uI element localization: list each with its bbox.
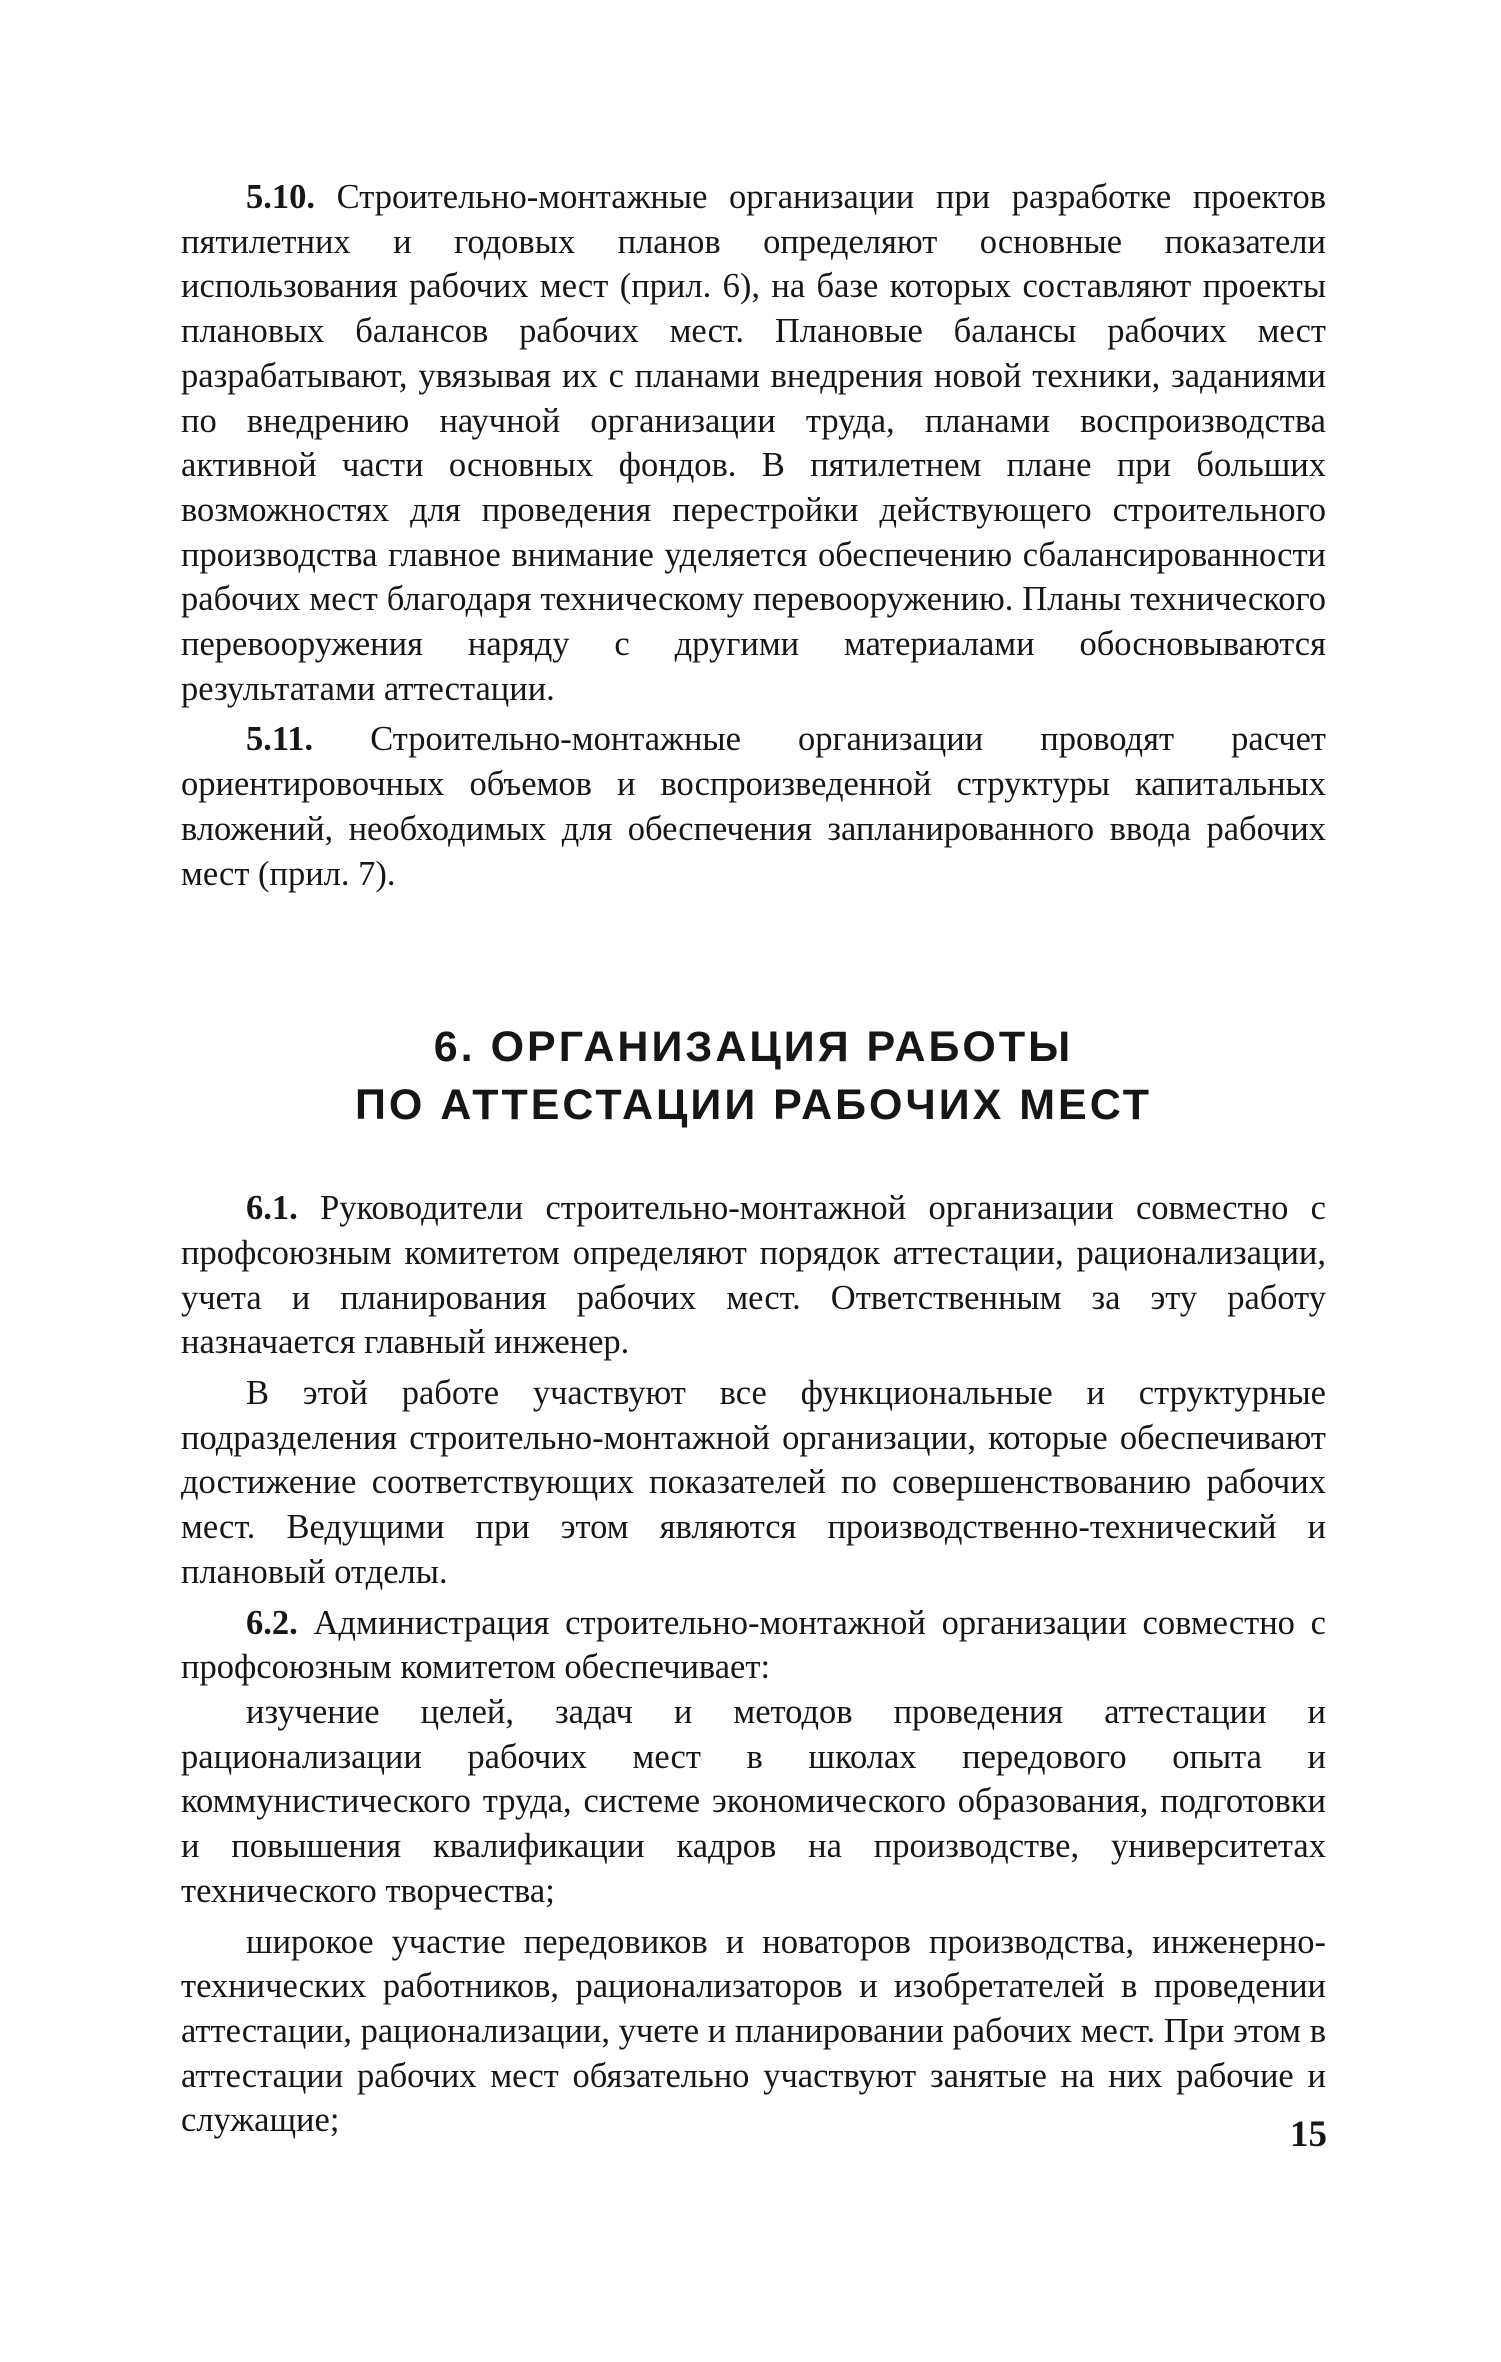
list-item-2: широкое участие передовиков и новаторов производства, инженерно-технических работников, рационализаторов и изобретателей в проведении аттестации, рационализации, учете и планировании рабочих мест. При этом в аттестации рабочих мест обязательно участвуют занятые на них рабочие и служащие; xyxy=(181,1922,1326,2140)
paragraph-number: 6.2. xyxy=(246,1603,298,1642)
list-item-1: изучение целей, задач и методов проведения аттестации и рационализации рабочих мест в школах передового опыта и коммунистического труда, системе экономического образования, подготовки и повышения квалификации кадров на производстве, университетах технического творчества; xyxy=(181,1692,1326,1910)
section-heading-line-1: 6. ОРГАНИЗАЦИЯ РАБОТЫ xyxy=(433,1023,1074,1072)
paragraph-text: Руководители строительно-монтажной организации совместно с профсоюзным комитетом определяют порядок аттестации, рационализации, учета и планирования рабочих мест. Ответственным за эту работу назначается главный инженер. xyxy=(181,1189,1326,1362)
paragraph-text: Строительно-монтажные организации при разработке проектов пятилетних и годовых планов определяют основные показатели использования рабочих мест (прил. 6), на базе которых составляют проекты плановых балансов рабочих мест. Плановые балансы рабочих мест разрабатывают, увязывая их с планами внедрения новой техники, заданиями по внедрению научной организации труда, планами воспроизводства активной части основных фондов. В пятилетнем плане при больших возможностях для проведения перестройки действующего строительного производства главное внимание уделяется обеспечению сбалансированности рабочих мест благодаря техническому перевооружению. Планы технического перевооружения наряду с другими материалами обосновываются результатами аттестации. xyxy=(181,178,1326,708)
paragraph-text: Строительно-монтажные организации проводят расчет ориентировочных объемов и воспроизведенной структуры капитальных вложений, необходимых для обеспечения запланированного ввода рабочих мест (прил. 7). xyxy=(181,720,1327,893)
paragraph-number: 5.10. xyxy=(246,178,315,216)
paragraph-6-2 xyxy=(181,1601,1326,1690)
paragraph-number: 6.1. xyxy=(246,1189,298,1228)
section-heading-line-2: ПО АТТЕСТАЦИИ РАБОЧИХ МЕСТ xyxy=(355,1081,1152,1130)
paragraph-number: 5.11. xyxy=(246,720,314,759)
page-number: 15 xyxy=(1290,2114,1327,2155)
paragraph-6-1-continued: В этой работе участвуют все функциональные и структурные подразделения строительно-монтажной организации, которые обеспечивают достижение соответствующих показателей по совершенствованию рабочих мест. Ведущими при этом являются производственно-технический и плановый отделы. xyxy=(181,1374,1326,1591)
paragraph-5-10 xyxy=(181,175,1326,711)
paragraph-6-1 xyxy=(181,1186,1326,1365)
paragraph-text: Администрация строительно-монтажной организации совместно с профсоюзным комитетом обеспечивает: xyxy=(181,1603,1326,1687)
paragraph-5-11 xyxy=(181,717,1326,896)
section-heading xyxy=(181,1018,1326,1134)
document-page xyxy=(181,175,1326,2143)
